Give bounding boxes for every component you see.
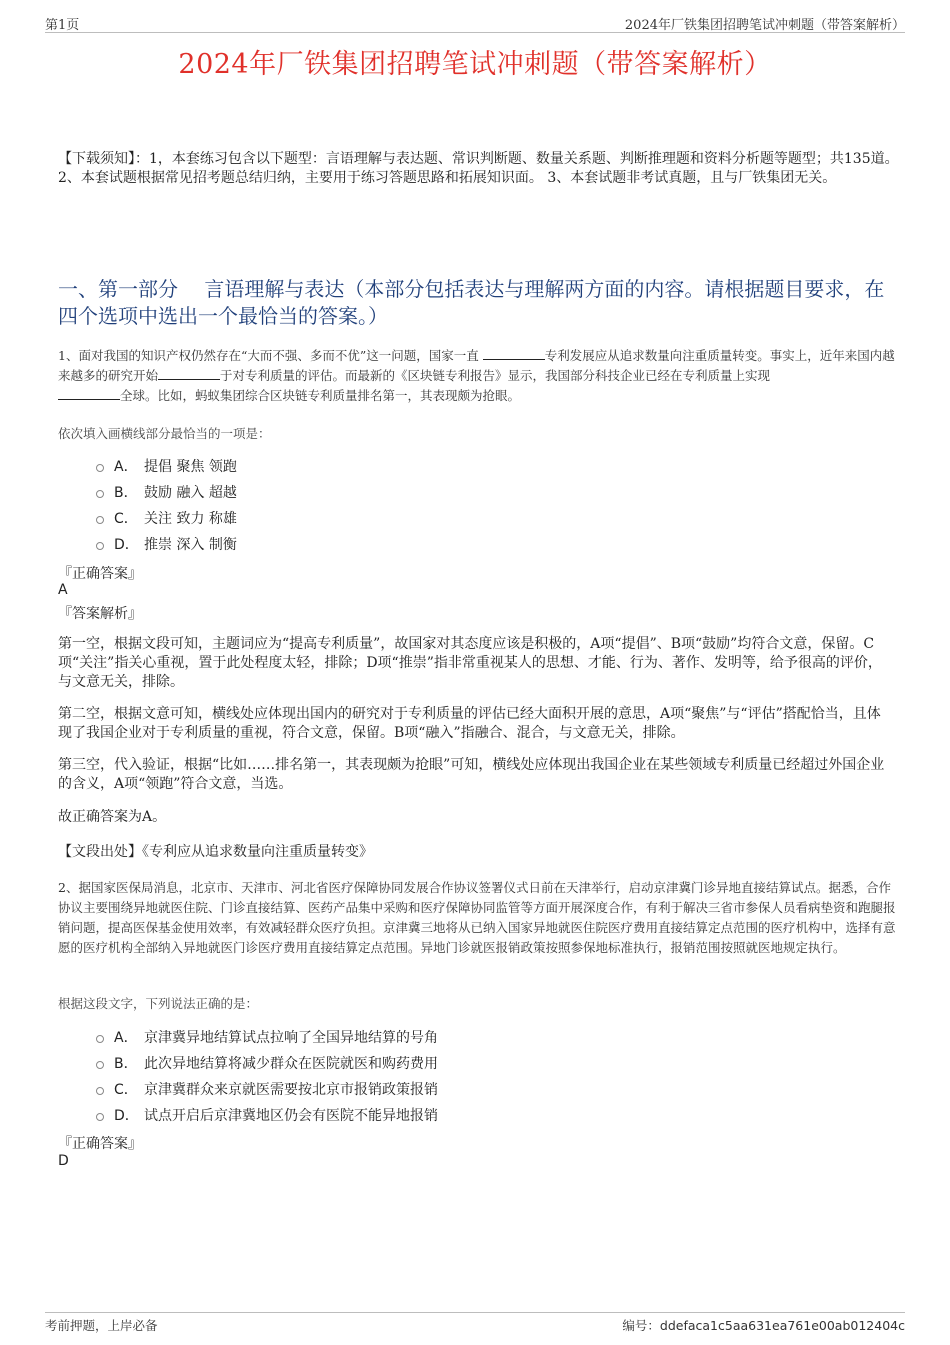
fill-blank xyxy=(483,346,545,360)
option-b[interactable]: B． 鼓励 融入 超越 xyxy=(96,479,237,505)
radio-icon[interactable] xyxy=(96,1061,104,1069)
page-number: 第1页 xyxy=(45,18,80,33)
question-1-prompt: 依次填入画横线部分最恰当的一项是： xyxy=(58,426,271,441)
document-id: 编号：ddefaca1c5aa631ea761e00ab012404c xyxy=(622,1318,905,1333)
option-d[interactable]: D． 试点开启后京津冀地区仍会有医院不能异地报销 xyxy=(96,1102,438,1128)
footer-slogan: 考前押题，上岸必备 xyxy=(45,1318,158,1333)
analysis-paragraph: 第一空，根据文段可知，主题词应为“提高专利质量”，故国家对其态度应该是积极的，A项“提倡”、B项“鼓励”均符合文意，保留。C项“关注”指关心重视，置于此处程度太轻，排除；D项“推崇”指非常重视某人的思想、才能、行为、著作、发明等，给予很高的评价，与文意无关，排除。 xyxy=(58,636,882,690)
option-a[interactable]: A． 京津冀异地结算试点拉响了全国异地结算的号角 xyxy=(96,1024,438,1050)
answer-label: 『正确答案』 xyxy=(58,1136,142,1152)
fill-blank xyxy=(58,386,120,400)
option-c[interactable]: C． 关注 致力 称雄 xyxy=(96,505,237,531)
radio-icon[interactable] xyxy=(96,490,104,498)
radio-icon[interactable] xyxy=(96,464,104,472)
page-header xyxy=(45,14,905,33)
section-heading: 一、第一部分 言语理解与表达（本部分包括表达与理解两方面的内容。请根据题目要求，在四个选项中选出一个最恰当的答案。） xyxy=(58,277,885,328)
radio-icon[interactable] xyxy=(96,1087,104,1095)
option-c[interactable]: C． 京津冀群众来京就医需要按北京市报销政策报销 xyxy=(96,1076,438,1102)
fill-blank xyxy=(158,366,220,380)
download-notice: 【下载须知】：1，本套练习包含以下题型：言语理解与表达题、常识判断题、数量关系题、判断推理题和资料分析题等题型；共135道。 2、本套试题根据常见招考题总结归纳，主要用于练习答题思路和拓展知识面。 3、本套试题非考试真题，且与厂铁集团无关。 xyxy=(58,151,899,186)
analysis-label: 『答案解析』 xyxy=(58,606,142,622)
radio-icon[interactable] xyxy=(96,1035,104,1043)
correct-answer: D xyxy=(58,1153,69,1169)
page-footer xyxy=(45,1312,905,1333)
correct-answer: A xyxy=(58,582,68,598)
answer-label: 『正确答案』 xyxy=(58,566,142,582)
question-1-text: 1、面对我国的知识产权仍然存在“大而不强、多而不优”这一问题，国家一直 专利发展应从追求数量向注重质量转变。事实上，近年来国内越来越多的研究开始 于对专利质量的评估。而最新的《区块链专利报告》显示，我国部分科技企业已经在专利质量上实现 全球。比如，蚂蚁集团综合区块链专利质量排名第一，其表现颇为抢眼。 xyxy=(58,348,895,403)
option-a[interactable]: A． 提倡 聚焦 领跑 xyxy=(96,453,237,479)
radio-icon[interactable] xyxy=(96,1113,104,1121)
header-doc-title: 2024年厂铁集团招聘笔试冲刺题（带答案解析） xyxy=(624,18,905,33)
analysis-conclusion: 故正确答案为A。 xyxy=(58,809,167,825)
question-1-options xyxy=(96,453,237,557)
analysis-paragraph: 第二空，根据文意可知，横线处应体现出国内的研究对于专利质量的评估已经大面积开展的意思，A项“聚焦”与“评估”搭配恰当，且体现了我国企业对于专利质量的重视，符合文意，保留。B项“融入”指融合、混合，与文意无关，排除。 xyxy=(58,706,881,741)
text-source: 【文段出处】《专利应从追求数量向注重质量转变》 xyxy=(58,844,373,860)
analysis-paragraph: 第三空，代入验证，根据“比如……排名第一，其表现颇为抢眼”可知，横线处应体现出我国企业在某些领域专利质量已经超过外国企业的含义，A项“领跑”符合文意，当选。 xyxy=(58,757,885,792)
radio-icon[interactable] xyxy=(96,542,104,550)
document-title: 2024年厂铁集团招聘笔试冲刺题（带答案解析） xyxy=(178,49,772,80)
question-2-text: 2、据国家医保局消息，北京市、天津市、河北省医疗保障协同发展合作协议签署仪式日前在天津举行，启动京津冀门诊异地直接结算试点。据悉，合作协议主要围绕异地就医住院、门诊直接结算、医药产品集中采购和医疗保障协同监管等方面开展深度合作，有利于解决三省市参保人员看病垫资和跑腿报销问题，提高医保基金使用效率，有效减轻群众医疗负担。京津冀三地将从已纳入国家异地就医住院医疗费用直接结算定点范围的医疗机构中，选择有意愿的医疗机构全部纳入异地就医门诊医疗费用直接结算定点范围。异地门诊就医报销政策按照参保地标准执行，报销范围按照就医地规定执行。 xyxy=(58,880,896,955)
option-b[interactable]: B． 此次异地结算将减少群众在医院就医和购药费用 xyxy=(96,1050,438,1076)
option-d[interactable]: D． 推崇 深入 制衡 xyxy=(96,531,237,557)
radio-icon[interactable] xyxy=(96,516,104,524)
question-2-prompt: 根据这段文字，下列说法正确的是： xyxy=(58,996,259,1011)
question-2-options xyxy=(96,1024,438,1128)
